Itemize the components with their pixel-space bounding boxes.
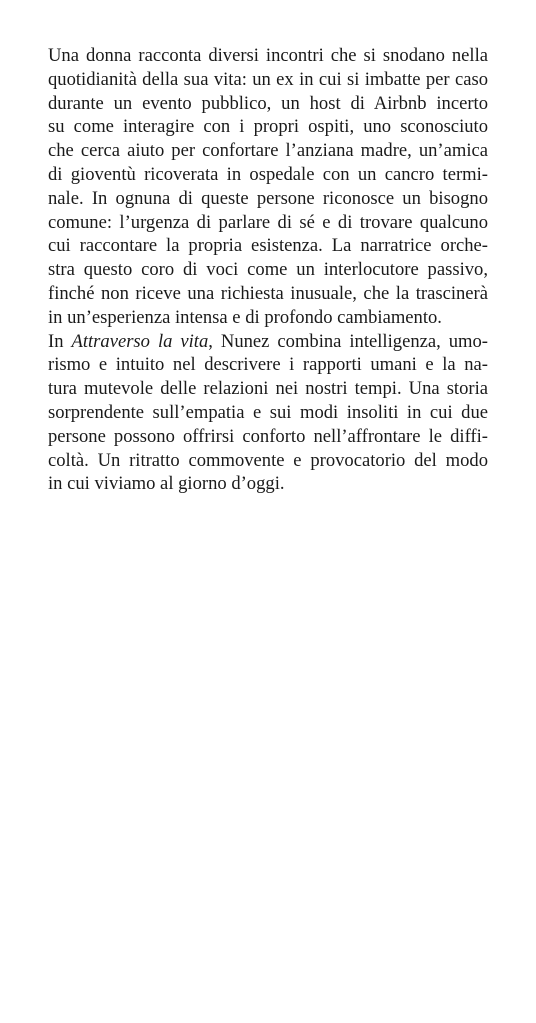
text-line: in un’esperienza intensa e di profondo cambiamento. xyxy=(48,306,442,328)
text-line: tura mutevole delle relazioni nei nostri tempi. Una storia xyxy=(48,378,488,400)
text-line: persone possono offrirsi conforto nell’affrontare le diffi- xyxy=(48,425,488,447)
text-line: sorprendente sull’empatia e sui modi insoliti in cui due xyxy=(48,401,488,423)
text-line: di gioventù ricoverata in ospedale con un cancro termi- xyxy=(48,163,488,185)
text-line: nale. In ognuna di queste persone riconosce un bisogno xyxy=(48,187,488,209)
text-line: comune: l’urgenza di parlare di sé e di trovare qualcuno xyxy=(48,211,488,233)
text-line: coltà. Un ritratto commovente e provocatorio del modo xyxy=(48,449,488,471)
text-fragment: In xyxy=(48,330,72,352)
text-line: in cui viviamo al giorno d’oggi. xyxy=(48,473,285,495)
book-title: Attraverso la vita xyxy=(71,330,209,352)
text-line: rismo e intuito nel descrivere i rapporti umani e la na- xyxy=(48,354,488,376)
text-fragment: , Nunez combina intelligenza, umo- xyxy=(208,330,488,352)
text-line: durante un evento pubblico, un host di Airbnb incerto xyxy=(48,92,488,114)
text-line: stra questo coro di voci come un interlocutore passivo, xyxy=(48,259,488,281)
text-line xyxy=(48,330,488,354)
text-line: Una donna racconta diversi incontri che si snodano nella xyxy=(48,45,488,66)
text-line: che cerca aiuto per confortare l’anziana madre, un’amica xyxy=(48,140,488,162)
text-line: quotidianità della sua vita: un ex in cui si imbatte per caso xyxy=(48,68,488,90)
text-line: cui raccontare la propria esistenza. La narratrice orche- xyxy=(48,235,488,257)
text-line: finché non riceve una richiesta inusuale, che la trascinerà xyxy=(48,282,488,304)
text-line: su come interagire con i propri ospiti, uno sconosciuto xyxy=(48,116,488,138)
synopsis-text xyxy=(48,44,488,496)
